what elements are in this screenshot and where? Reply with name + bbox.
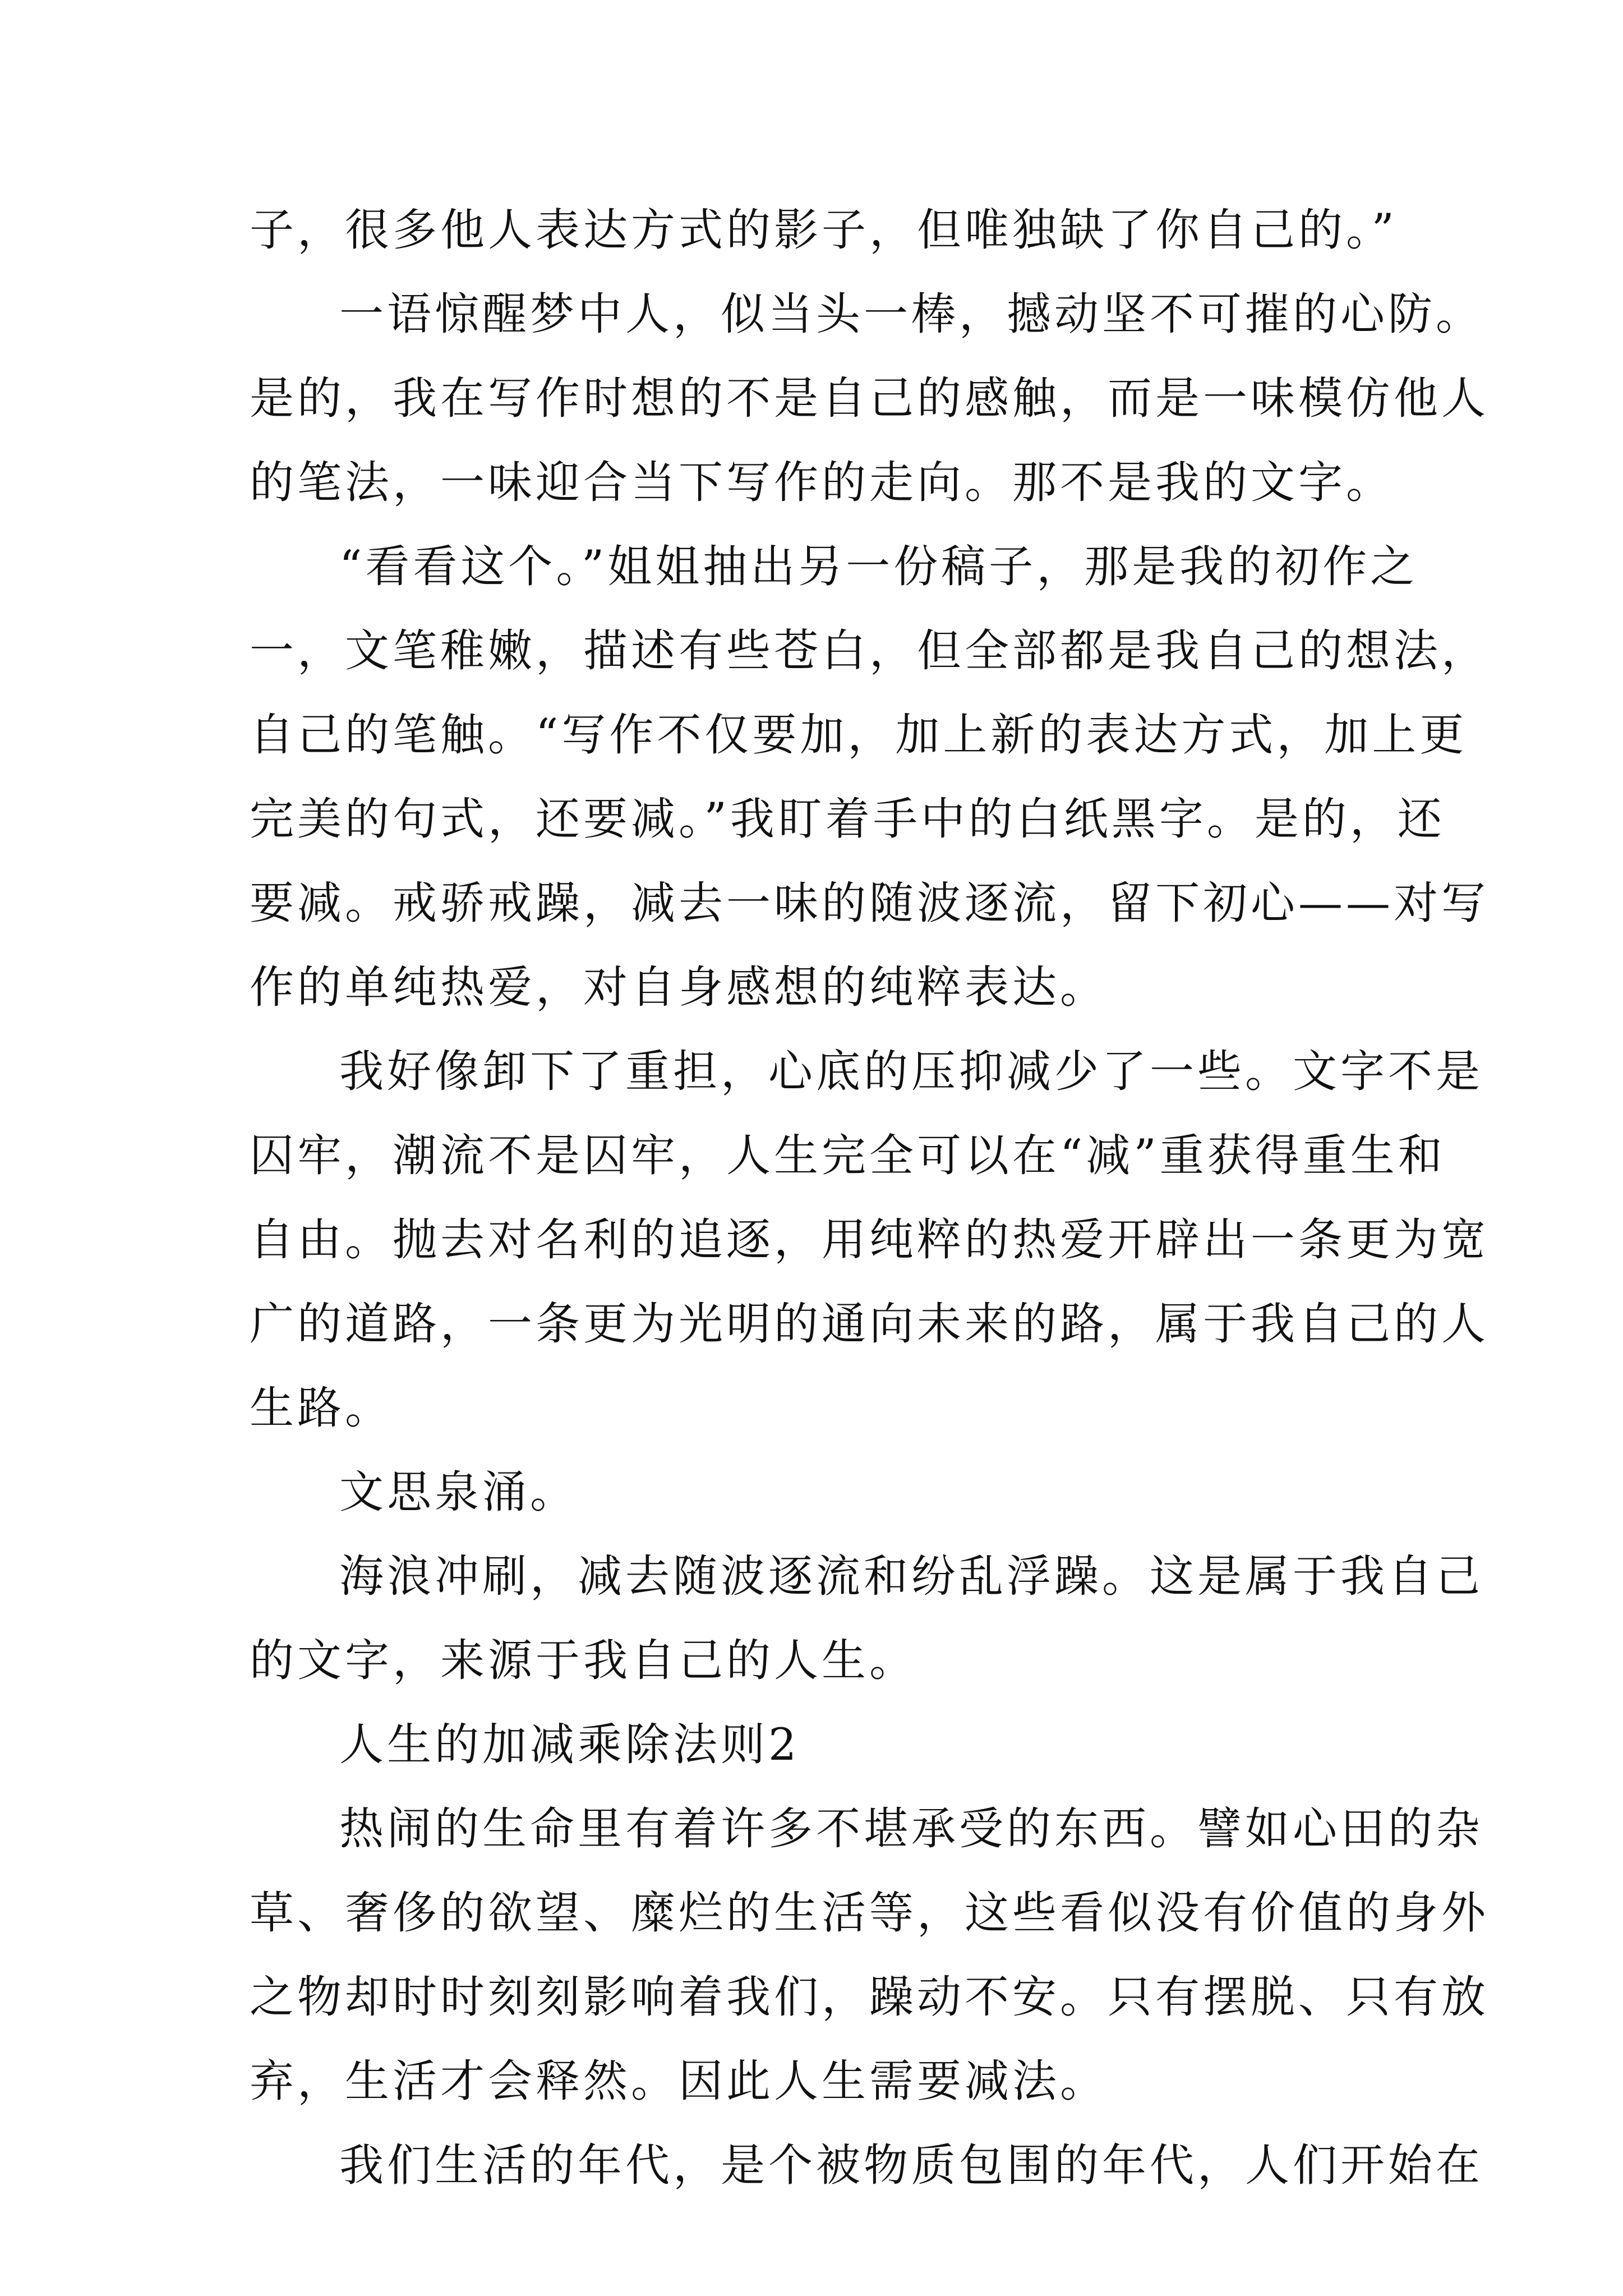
text-line: 子，很多他人表达方式的影子，但唯独缺了你自己的。” (250, 204, 1398, 256)
text-line: 广的道路，一条更为光明的通向未来的路，属于我自己的人 (250, 1298, 1489, 1350)
text-line: 的笔法，一味迎合当下写作的走向。那不是我的文字。 (250, 457, 1394, 508)
paragraph-first-line: 海浪冲刷，减去随波逐流和纷乱浮躁。这是属于我自己 (339, 1550, 1483, 1602)
paragraph-first-line: 热闹的生命里有着许多不堪承受的东西。譬如心田的杂 (339, 1803, 1483, 1855)
paragraph-first-line: 一语惊醒梦中人，似当头一棒，撼动坚不可摧的心防。 (339, 288, 1483, 340)
text-line: 作的单纯热爱，对自身感想的纯粹表达。 (250, 961, 1108, 1013)
text-line: 完美的句式，还要减。”我盯着手中的白纸黑字。是的，还 (250, 793, 1445, 845)
paragraph-first-line: 文思泉涌。 (339, 1466, 578, 1518)
paragraph-first-line: 我好像卸下了重担，心底的压抑减少了一些。文字不是 (339, 1046, 1483, 1097)
text-line: 自由。抛去对名利的追逐，用纯粹的热爱开辟出一条更为宽 (250, 1214, 1489, 1266)
text-line: 要减。戒骄戒躁，减去一味的随波逐流，留下初心——对写 (250, 877, 1489, 929)
text-line: 之物却时时刻刻影响着我们，躁动不安。只有摆脱、只有放 (250, 1971, 1489, 2023)
text-line: 草、奢侈的欲望、糜烂的生活等，这些看似没有价值的身外 (250, 1887, 1489, 1939)
paragraph-first-line: “看看这个。”姐姐抽出另一份稿子，那是我的初作之 (339, 541, 1418, 592)
paragraph-first-line: 我们生活的年代，是个被物质包围的年代，人们开始在 (339, 2139, 1483, 2191)
text-line: 一，文笔稚嫩，描述有些苍白，但全部都是我自己的想法， (250, 625, 1489, 677)
text-line: 弃，生活才会释然。因此人生需要减法。 (250, 2055, 1108, 2107)
text-line: 生路。 (250, 1382, 393, 1434)
text-line: 自己的笔触。“写作不仅要加，加上新的表达方式，加上更 (250, 709, 1468, 761)
text-line: 的文字，来源于我自己的人生。 (250, 1635, 917, 1686)
text-line: 囚牢，潮流不是囚牢，人生完全可以在“减”重获得重生和 (250, 1130, 1446, 1181)
section-heading: 人生的加减乘除法则2 (339, 1719, 800, 1770)
text-line: 是的，我在写作时想的不是自己的感触，而是一味模仿他人 (250, 372, 1489, 424)
